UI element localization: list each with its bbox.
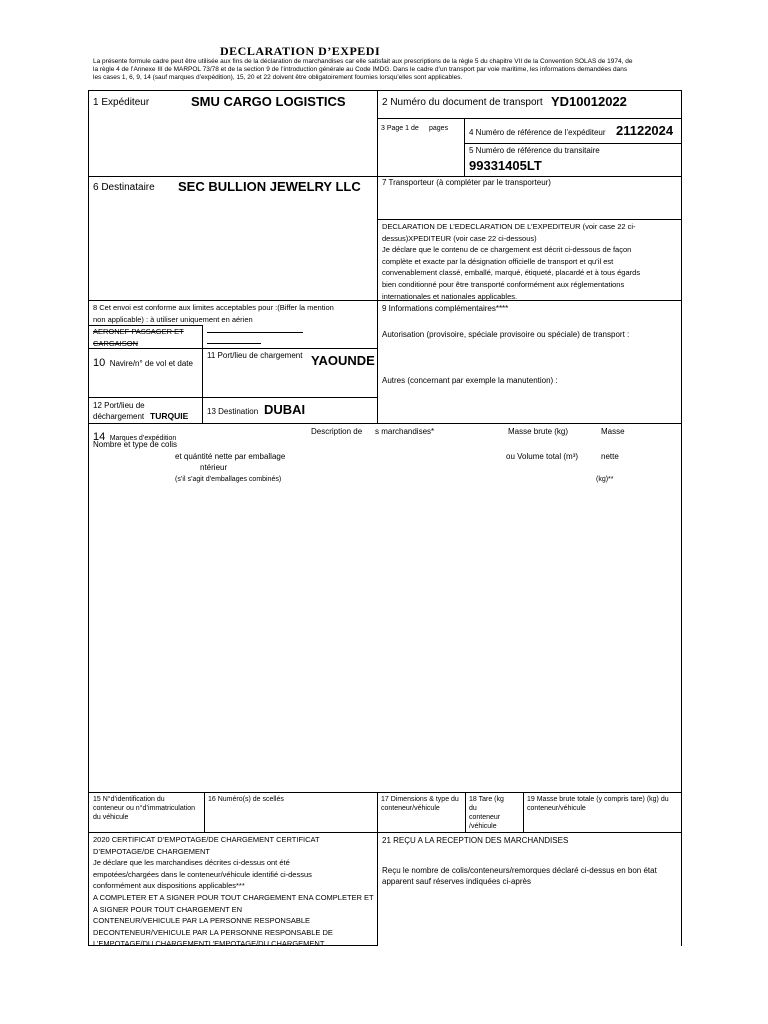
packages-label: Nombre et type de colis: [93, 440, 178, 449]
receipt-line-2: apparent sauf réserves indiquées ci-après: [382, 877, 531, 886]
transport-doc-label: 2 Numéro du document de transport: [382, 97, 543, 108]
description-label-2: s marchandises*: [375, 427, 435, 436]
certificate-line: empotées/chargées dans le conteneur/véhicule identifié ci-dessus: [93, 869, 312, 879]
certificate-line: A COMPLETER ET A SIGNER POUR TOUT CHARGEMENT ENA COMPLETER ET: [93, 892, 374, 902]
goods-marks-label: Marques d’expédition: [109, 435, 177, 442]
description-label: Description de: [311, 427, 363, 436]
transport-doc-value[interactable]: YD10012022: [551, 94, 627, 109]
limits-line: non applicable) : à utiliser uniquement en aérien: [93, 314, 253, 324]
port-discharge-value[interactable]: TURQUIE: [150, 411, 189, 421]
receipt-label: 21 REÇU A LA RECEPTION DES MARCHANDISES: [382, 836, 569, 845]
goods-entry-area[interactable]: [89, 490, 681, 790]
shipper-ref-value[interactable]: 21122024: [616, 123, 674, 138]
declaration-line: dessus)XPEDITEUR (voir case 22 ci-dessous): [382, 233, 537, 243]
certificate-line: 2020 CERTIFICAT D’EMPOTAGE/DE CHARGEMENT CERTIFICAT: [93, 835, 320, 844]
label-line: conteneur: [469, 814, 501, 821]
consignee-label: 6 Destinataire: [93, 182, 155, 193]
label-line: 19 Masse brute totale (y compris tare) (kg) du: [527, 796, 669, 803]
port-loading-value[interactable]: YAOUNDE: [311, 353, 375, 368]
port-discharge-label: 12 Port/lieu de: [93, 401, 145, 410]
vessel-field[interactable]: [93, 353, 193, 371]
form-title: DECLARATION D’EXPEDI: [220, 44, 381, 58]
label-line: du: [469, 805, 477, 812]
intro-line: les cases 1, 6, 9, 14 (sauf marques d’expédition), 15, 20 et 22 doivent être obligatoirement fournies lorsqu’elles sont applicables.: [93, 74, 463, 82]
label-line: conteneur ou n°d’immatriculation: [93, 805, 196, 812]
declaration-line: bien conditionné pour être transporté conformément aux réglementations: [382, 279, 625, 289]
container-dimensions-label: [381, 795, 459, 813]
declaration-line: convenablement classé, emballé, marqué, étiqueté, placardé et à tous égards: [382, 268, 641, 278]
limits-line: 8 Cet envoi est conforme aux limites acceptables pour :(Biffer la mention: [93, 303, 334, 312]
combined-label: (s’il s’agit d’emballages combinés): [175, 476, 282, 483]
packing-certificate: [93, 834, 374, 950]
label-line: conteneur/véhicule: [527, 805, 586, 812]
tare-label: [469, 795, 504, 831]
certificate-line: DECONTENEUR/VEHICULE PAR LA PERSONNE RESPONSABLE DE: [93, 927, 333, 937]
label-line: conteneur/véhicule: [381, 805, 440, 812]
kg-label: (kg)**: [596, 476, 614, 483]
page-label: 3 Page 1 de: [381, 125, 419, 132]
receipt-line-1: Reçu le nombre de colis/conteneurs/remorques déclaré ci-dessus en bon état: [382, 866, 657, 875]
additional-info-label: 9 Informations complémentaires****: [382, 304, 509, 313]
quantity-label: et quántité nette par emballage: [175, 452, 286, 461]
seal-number-label: 16 Numéro(s) de scellés: [208, 796, 284, 803]
shipper-value[interactable]: SMU CARGO LOGISTICS: [191, 94, 346, 109]
declaration-line: internationales et nationales applicables.: [382, 291, 518, 301]
certificate-line: conformément aux dispositions applicables***: [93, 881, 245, 891]
certificate-line: Je déclare que les marchandises décrites ci-dessus ont été: [93, 858, 290, 868]
container-id-label: [93, 795, 195, 822]
total-gross-mass-label: [527, 795, 669, 813]
label-line: du véhicule: [93, 814, 129, 821]
certificate-line: A SIGNER POUR TOUT CHARGEMENT EN: [93, 904, 243, 914]
port-loading-label: 11 Port/lieu de chargement: [207, 351, 303, 360]
declaration-line: Je déclare que le contenu de ce chargement est décrit ci-dessous de façon: [382, 245, 632, 255]
label-line: /véhicule: [469, 823, 497, 830]
destination-value[interactable]: DUBAI: [264, 402, 306, 417]
consignee-value[interactable]: SEC BULLION JEWELRY LLC: [178, 179, 361, 194]
struck-line: CARGAISON: [93, 338, 139, 348]
certificate-line: L’EMPOTAGE/DU CHARGEMENTL’EMPOTAGE/DU CHARGEMENT: [93, 939, 325, 949]
limits-struck-option[interactable]: [93, 326, 184, 349]
shipper-ref-label: 4 Numéro de référence de l’expéditeur: [469, 128, 606, 137]
mass-label: Masse: [601, 427, 625, 436]
net-label: nette: [601, 452, 619, 461]
destination-label: 13 Destination: [207, 407, 259, 416]
others-text: Autres (concernant par exemple la manutention) :: [382, 376, 558, 385]
struck-line: AERONEF PASSAGER ET: [93, 327, 184, 336]
certificate-line: CONTENEUR/VEHICULE PAR LA PERSONNE RESPONSABLE: [93, 916, 311, 926]
forwarder-ref-value[interactable]: 99331405LT: [469, 158, 542, 173]
label-line: 15 N°d’identification du: [93, 796, 165, 803]
authorization-text: Autorisation (provisoire, spéciale provisoire ou spéciale) de transport :: [382, 330, 630, 339]
intro-line: La présente formule cadre peut être utilisée aux fins de la déclaration de marchandises car elle satisfait aux prescriptions de la règle 5 du chapitre VII de la Convention SOLAS de 1974, de: [93, 58, 633, 65]
limits-text: [93, 302, 334, 325]
certificate-line: D’EMPOTAGE/DE CHARGEMENT: [93, 846, 210, 856]
intro-text: [93, 58, 632, 83]
gross-mass-label: Masse brute (kg): [508, 427, 569, 436]
carrier-label: 7 Transporteur (à compléter par le transporteur): [382, 178, 551, 187]
pages-label: pages: [429, 125, 449, 132]
goods-number: 14: [93, 431, 106, 443]
shipper-declaration: [382, 221, 640, 302]
label-line: 17 Dimensions & type du: [381, 796, 459, 803]
shipper-label: 1 Expéditeur: [93, 97, 150, 108]
forwarder-ref-label: 5 Numéro de référence du transitaire: [469, 146, 600, 155]
port-discharge-label-2: déchargement: [93, 412, 145, 421]
declaration-line: complète et exacte par la désignation officielle de transport et qu’il est: [382, 256, 614, 266]
volume-label: ou Volume total (m³): [506, 452, 579, 461]
interior-label: ntérieur: [200, 463, 228, 472]
vessel-number: 10: [93, 357, 106, 369]
label-line: 18 Tare (kg: [469, 796, 504, 803]
intro-line: la règle 4 de l’Annexe III de MARPOL 73/78 et de la section 9 de l’introduction générale au Code IMDG. Dans le cadre d’un transport par voie maritime, les informations demandées dans: [93, 66, 628, 74]
vessel-label: Navire/n° de vol et date: [109, 359, 193, 368]
declaration-line: DECLARATION DE L’EDECLARATION DE L’EXPEDITEUR (voir case 22 ci-: [382, 222, 636, 231]
